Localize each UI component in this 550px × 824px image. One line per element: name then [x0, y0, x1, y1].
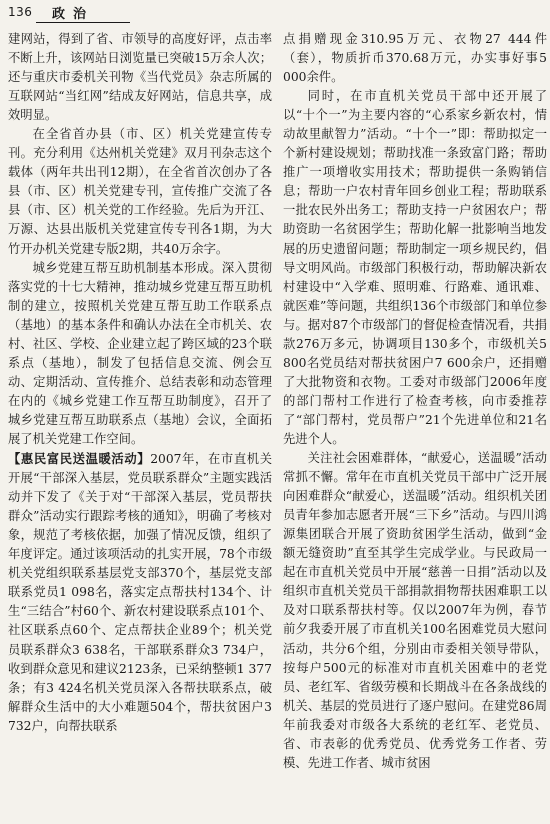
left-column [8, 30, 272, 822]
paragraph [8, 449, 272, 736]
section-title: 政治 [52, 7, 95, 22]
paragraph: 关注社会困难群体，“献爱心，送温暖”活动常抓不懈。常年在市直机关党员干部中广泛开展向困难群众“献爱心，送温暖”活动。组织机关团员青年参加志愿者开展“三下乡”活动。与四川鸿源集团联合开展了资助贫困学生活动，做到“金额无缝资助”直至其学生完成学业。与民政局一起在市直机关党员中开展“慈善一日捐”活动以及组织市直机关党员干部捐款捐物帮扶困难职工以及对口联系帮扶村等。仅以2007年为例，春节前夕我委开展了市直机关100名困难党员大慰问活动，共分6个组，分别由市委相关领导带队，按每户500元的标准对市直机关困难中的老党员、老红军、省级劳模和长期战斗在各条战线的机关、基层的党员进行了逐户慰问。在建党86周年前我委对市级各大系统的老红军、老党员、省、市表彰的优秀党员、优秀党务工作者、劳模、先进工作者、城市贫困 [283, 451, 547, 770]
page-header [8, 3, 542, 25]
paragraph: 在全省首办县（市、区）机关党建宣传专刊。充分利用《达州机关党建》双月刊杂志这个载体（两年共出刊12期），在全省首次创办了各县（市、区）机关党建专刊，宣传推广交流了各县（市、区）机关党的工作经验。先后为开江、万源、达县出版机关党建宣传专刊各1期，为大竹开办机关党建专版2期，共40万余字。 [8, 127, 272, 256]
paragraph: 建网站，得到了省、市领导的高度好评，点击率不断上升，该网站日浏览量已突破15万余人次；还与重庆市委机关刊物《当代党员》杂志所属的互联网站“当红网”结成友好网站，信息共享，成效明显。 [8, 32, 272, 123]
page-number: 136 [8, 5, 33, 19]
paragraph: 点捐赠现金310.95万元、衣物27 444件（套），物质折币370.68万元，办实事好事5 000余件。 [283, 32, 547, 85]
header-rule [36, 22, 130, 23]
paragraph: 城乡党建互帮互助机制基本形成。深入贯彻落实党的十七大精神，推动城乡党建互帮互助机制的建立，按照机关党建互帮互助工作联系点（基地）的基本条件和确认办法在全市机关、农村、社区、学校、企业建立起了跨区域的23个联系点（基地），制发了包括信息交流、例会互动、定期活动、宣传推介、总结表彰和动态管理在内的《城乡党建工作互帮互助制度》，召开了城乡党建互帮互助联系点（基地）会议，全面拓展了机关党建工作空间。 [8, 260, 272, 446]
paragraph-text: 2007年，在市直机关开展“干部深入基层，党员联系群众”主题实践活动并下发了《关于对“干部深入基层，党员帮扶群众”活动实行跟踪考核的通知》，明确了考核对象，规范了考核依据，加强了情况反馈，组织了年度评定。通过该项活动的扎实开展，78个市级机关党组织联系基层党支部370个，基层党支部联系党员1 098名，落实定点帮扶村134个、计生“三结合”村60个、新农村建设联系点101个、社区联系点60个、定点帮扶企业89个；机关党员联系群众3 638名，干部联系群众3 734户，收到群众意见和建议2123条，已采纳整顿1 377条；有3 424名机关党员深入各帮扶联系点，破解群众生活中的大小难题504个，帮扶贫困户3 732户，向帮扶联系 [8, 452, 272, 733]
right-column [283, 30, 547, 822]
section-heading: 【惠民富民送温暖活动】 [8, 451, 151, 467]
paragraph: 同时，在市直机关党员干部中还开展了以“十个一”为主要内容的“心系家乡新农村，情动故里献智力”活动。“十个一”即：帮助拟定一个新村建设规划；帮助找准一条致富门路；帮助推广一项增收实用技术；帮助提供一条购销信息；帮助一户农村青年回乡创业工程；帮助联系一批农民外出务工；帮助支持一户贫困农户；帮助资助一名贫困学生；帮助化解一批影响当地发展的历史遗留问题；帮助制定一项乡规民约，倡导文明风尚。市级部门积极行动，帮助解决新农村建设中“入学难、照明难、行路难、通讯难、就医难”等问题，共组织136个市级部门和单位参与。据对87个市级部门的督促检查情况看，共捐款276万多元，协调项目130多个，市级机关5 800名党员结对帮扶贫困户7 600余户，还捐赠了大批物资和衣物。工委对市级部门2006年度的部门帮村工作进行了检查考核，向市委推荐了“部门帮村，党员帮户”21个先进单位和21名先进个人。 [283, 89, 547, 446]
